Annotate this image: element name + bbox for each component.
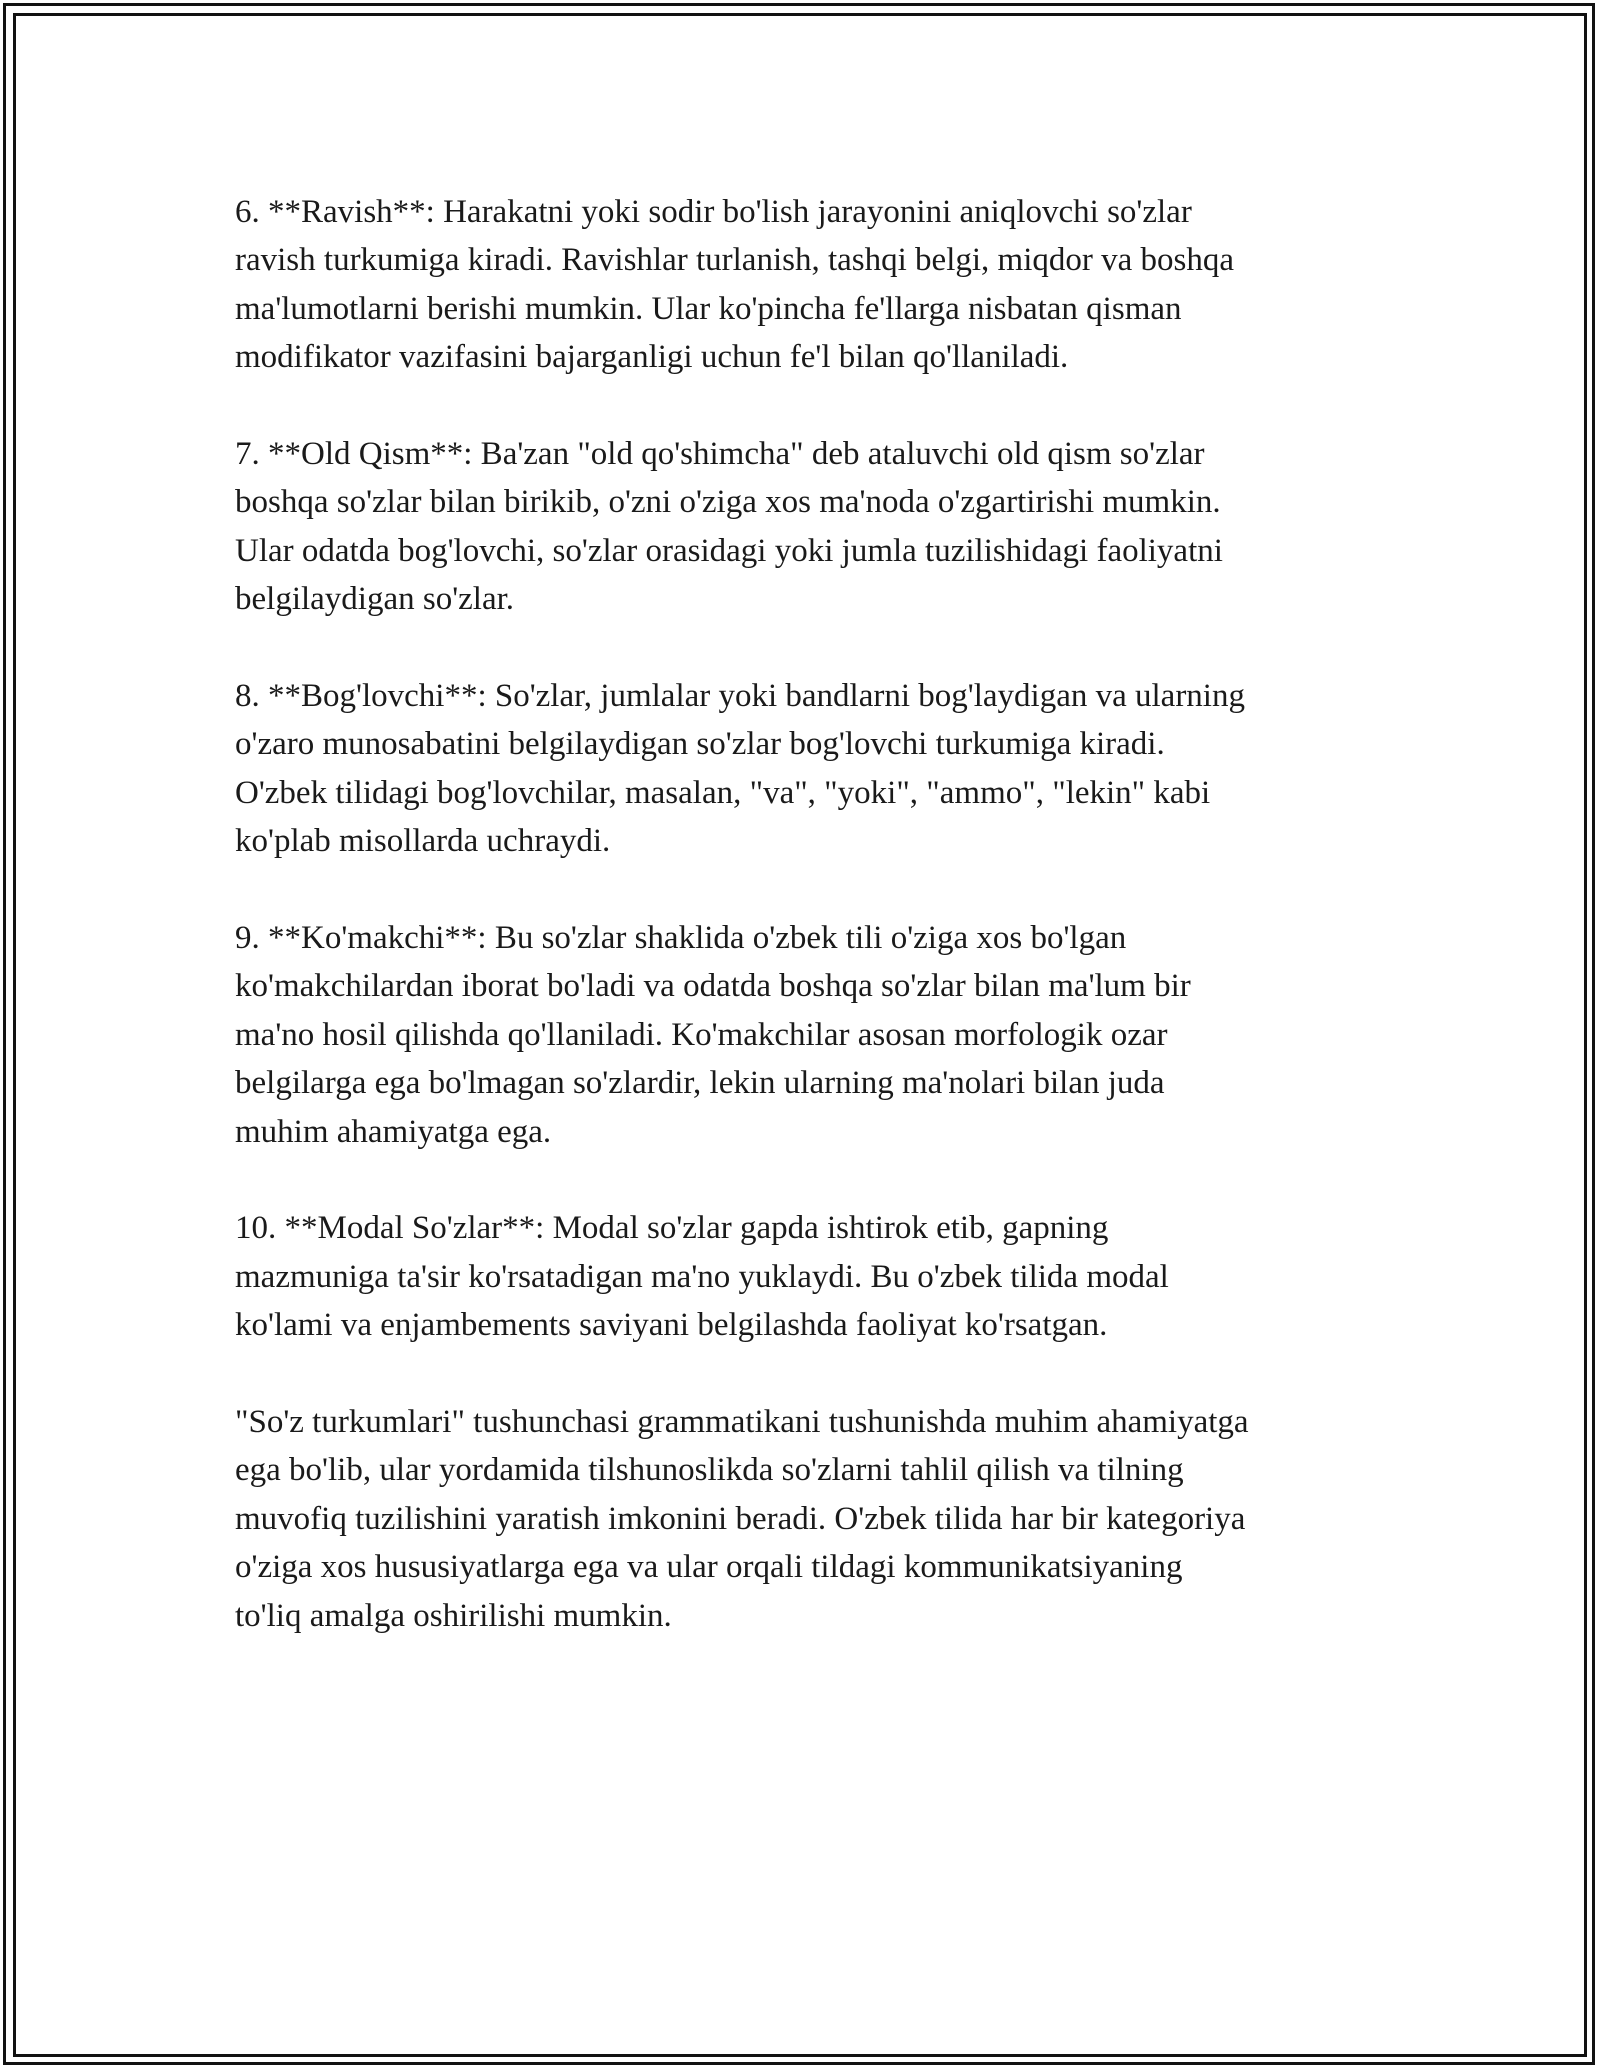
paragraph-modal-sozlar: 10. **Modal So'zlar**: Modal so'zlar gapda ishtirok etib, gapning mazmuniga ta'sir ko'rsatadigan ma'no yuklaydi. Bu o'zbek tilida modal ko'lami va enjambements saviyani belgilashda faoliyat ko'rsatgan. — [235, 1210, 1169, 1344]
paragraph-old-qism: 7. **Old Qism**: Ba'zan "old qo'shimcha" deb ataluvchi old qism so'zlar boshqa so'zlar bilan birikib, o'zni o'ziga xos ma'noda o'zgartirishi mumkin. Ular odatda bog'lovchi, so'zlar orasidagi yoki jumla tuzilishidagi faoliyatni belgilaydigan so'zlar. — [235, 436, 1223, 618]
paragraph-ravish: 6. **Ravish**: Harakatni yoki sodir bo'lish jarayonini aniqlovchi so'zlar ravish turkumiga kiradi. Ravishlar turlanish, tashqi belgi, miqdor va boshqa ma'lumotlarni berishi mumkin. Ular ko'pincha fe'llarga nisbatan qisman modifikator vazifasini bajarganligi uchun fe'l bilan qo'llaniladi. — [235, 194, 1234, 376]
paragraph-boglovchi: 8. **Bog'lovchi**: So'zlar, jumlalar yoki bandlarni bog'laydigan va ularning o'zaro munosabatini belgilaydigan so'zlar bog'lovchi turkumiga kiradi. O'zbek tilidagi bog'lovchilar, masalan, "va", "yoki", "ammo", "lekin" kabi ko'plab misollarda uchraydi. — [235, 678, 1245, 860]
paragraph-conclusion: "So'z turkumlari" tushunchasi grammatikani tushunishda muhim ahamiyatga ega bo'lib, ular yordamida tilshunoslikda so'zlarni tahlil qilish va tilning muvofiq tuzilishini yaratish imkonini beradi. O'zbek tilida har bir kategoriya o'ziga xos hususiyatlarga ega va ular orqali tildagi kommunikatsiyaning to'liq amalga oshirilishi mumkin. — [235, 1404, 1249, 1634]
paragraph-komakchi: 9. **Ko'makchi**: Bu so'zlar shaklida o'zbek tili o'ziga xos bo'lgan ko'makchilardan iborat bo'ladi va odatda boshqa so'zlar bilan ma'lum bir ma'no hosil qilishda qo'llaniladi. Ko'makchilar asosan morfologik ozar belgilarga ega bo'lmagan so'zlardir, lekin ularning ma'nolari bilan juda muhim ahamiyatga ega. — [235, 920, 1191, 1150]
document-body — [235, 188, 1380, 1689]
